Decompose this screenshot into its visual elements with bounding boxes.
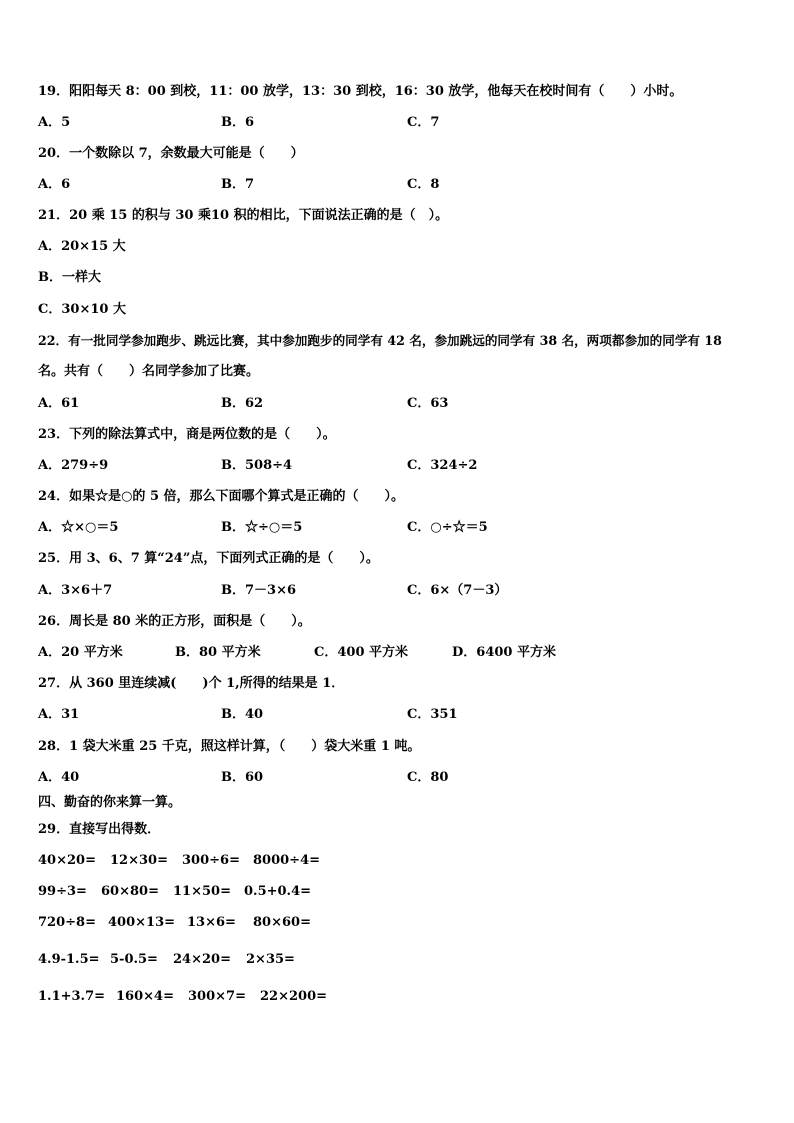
q22-option-b[interactable]: B．62 [221, 396, 264, 411]
q20-option-b[interactable]: B．7 [221, 177, 255, 192]
q22-option-c[interactable]: C．63 [407, 396, 449, 411]
q29-row4-item4: 2×35= [246, 952, 295, 967]
q24-option-c[interactable]: C．○÷☆＝5 [407, 520, 488, 535]
q20-option-a[interactable]: A．6 [38, 177, 71, 192]
q26-option-b[interactable]: B．80 平方米 [175, 645, 261, 660]
q23-option-a[interactable]: A．279÷9 [38, 458, 109, 473]
q20-option-c[interactable]: C．8 [407, 177, 440, 192]
q22-stem-line2: 名。共有（ ）名同学参加了比赛。 [38, 364, 260, 379]
q29-row2-item1: 99÷3= [38, 884, 87, 899]
q26-stem: 26．周长是 80 米的正方形，面积是（ ）。 [38, 614, 311, 629]
q29-row1-item1: 40×20= [38, 853, 96, 868]
q27-stem: 27．从 360 里连续减( )个 1,所得的结果是 1． [38, 676, 345, 691]
q29-row3-item1: 720÷8= [38, 915, 96, 930]
q28-stem: 28．1 袋大米重 25 千克，照这样计算，（ ）袋大米重 1 吨。 [38, 739, 421, 754]
q28-option-c[interactable]: C．80 [407, 770, 449, 785]
q26-option-a[interactable]: A．20 平方米 [38, 645, 123, 660]
q29-row5-item2: 160×4= [116, 989, 174, 1004]
q27-option-a[interactable]: A．31 [38, 707, 80, 722]
q21-stem: 21．20 乘 15 的积与 30 乘10 积的相比，下面说法正确的是（ ）。 [38, 208, 449, 223]
q29-row5-item1: 1.1+3.7= [38, 989, 106, 1004]
section-title: 四、勤奋的你来算一算。 [38, 795, 182, 810]
q23-stem: 23．下列的除法算式中，商是两位数的是（ ）。 [38, 427, 336, 442]
q21-option-a[interactable]: A．20×15 大 [38, 239, 126, 254]
q29-row1-item2: 12×30= [110, 853, 168, 868]
q22-stem-line1: 22．有一批同学参加跑步、跳远比赛，其中参加跑步的同学有 42 名，参加跳远的同学有 38 名，两项都参加的同学有 18 [38, 333, 722, 348]
q28-option-a[interactable]: A．40 [38, 770, 80, 785]
q21-option-c[interactable]: C．30×10 大 [38, 302, 126, 317]
q23-option-c[interactable]: C．324÷2 [407, 458, 478, 473]
q26-option-d[interactable]: D．6400 平方米 [452, 645, 556, 660]
q24-stem: 24．如果☆是○的 5 倍，那么下面哪个算式是正确的（ ）。 [38, 489, 405, 504]
q28-option-b[interactable]: B．60 [221, 770, 264, 785]
q29-row3-item3: 13×6= [187, 915, 236, 930]
q29-row4-item2: 5-0.5= [110, 952, 158, 967]
q29-row4-item3: 24×20= [173, 952, 231, 967]
q29-stem: 29．直接写出得数． [38, 822, 161, 837]
q20-stem: 20．一个数除以 7，余数最大可能是（ ） [38, 146, 304, 161]
q29-row2-item2: 60×80= [101, 884, 159, 899]
q29-row1-item4: 8000÷4= [253, 853, 321, 868]
q22-option-a[interactable]: A．61 [38, 396, 80, 411]
q27-option-b[interactable]: B．40 [221, 707, 264, 722]
q19-stem: 19．阳阳每天 8：00 到校，11：00 放学，13：30 到校，16：30 放学，他每天在校时间有（ ）小时。 [38, 84, 683, 99]
q19-option-b[interactable]: B．6 [221, 115, 255, 130]
q25-option-a[interactable]: A．3×6＋7 [38, 583, 113, 598]
q29-row5-item4: 22×200= [260, 989, 328, 1004]
q26-option-c[interactable]: C．400 平方米 [314, 645, 409, 660]
q25-option-b[interactable]: B．7－3×6 [221, 583, 297, 598]
q29-row3-item2: 400×13= [108, 915, 176, 930]
q24-option-a[interactable]: A．☆×○＝5 [38, 520, 119, 535]
q29-row4-item1: 4.9-1.5= [38, 952, 100, 967]
q29-row2-item3: 11×50= [173, 884, 231, 899]
q29-row1-item3: 300÷6= [182, 853, 240, 868]
q21-option-b[interactable]: B．一样大 [38, 270, 101, 285]
q23-option-b[interactable]: B．508÷4 [221, 458, 293, 473]
q25-stem: 25．用 3、6、7 算“24”点，下面列式正确的是（ ）。 [38, 551, 379, 566]
q19-option-c[interactable]: C．7 [407, 115, 440, 130]
q25-option-c[interactable]: C．6×（7－3） [407, 583, 508, 598]
q29-row3-item4: 80×60= [253, 915, 311, 930]
q19-option-a[interactable]: A．5 [38, 115, 71, 130]
q24-option-b[interactable]: B．☆÷○＝5 [221, 520, 303, 535]
q29-row2-item4: 0.5+0.4= [244, 884, 312, 899]
q29-row5-item3: 300×7= [188, 989, 246, 1004]
q27-option-c[interactable]: C．351 [407, 707, 458, 722]
